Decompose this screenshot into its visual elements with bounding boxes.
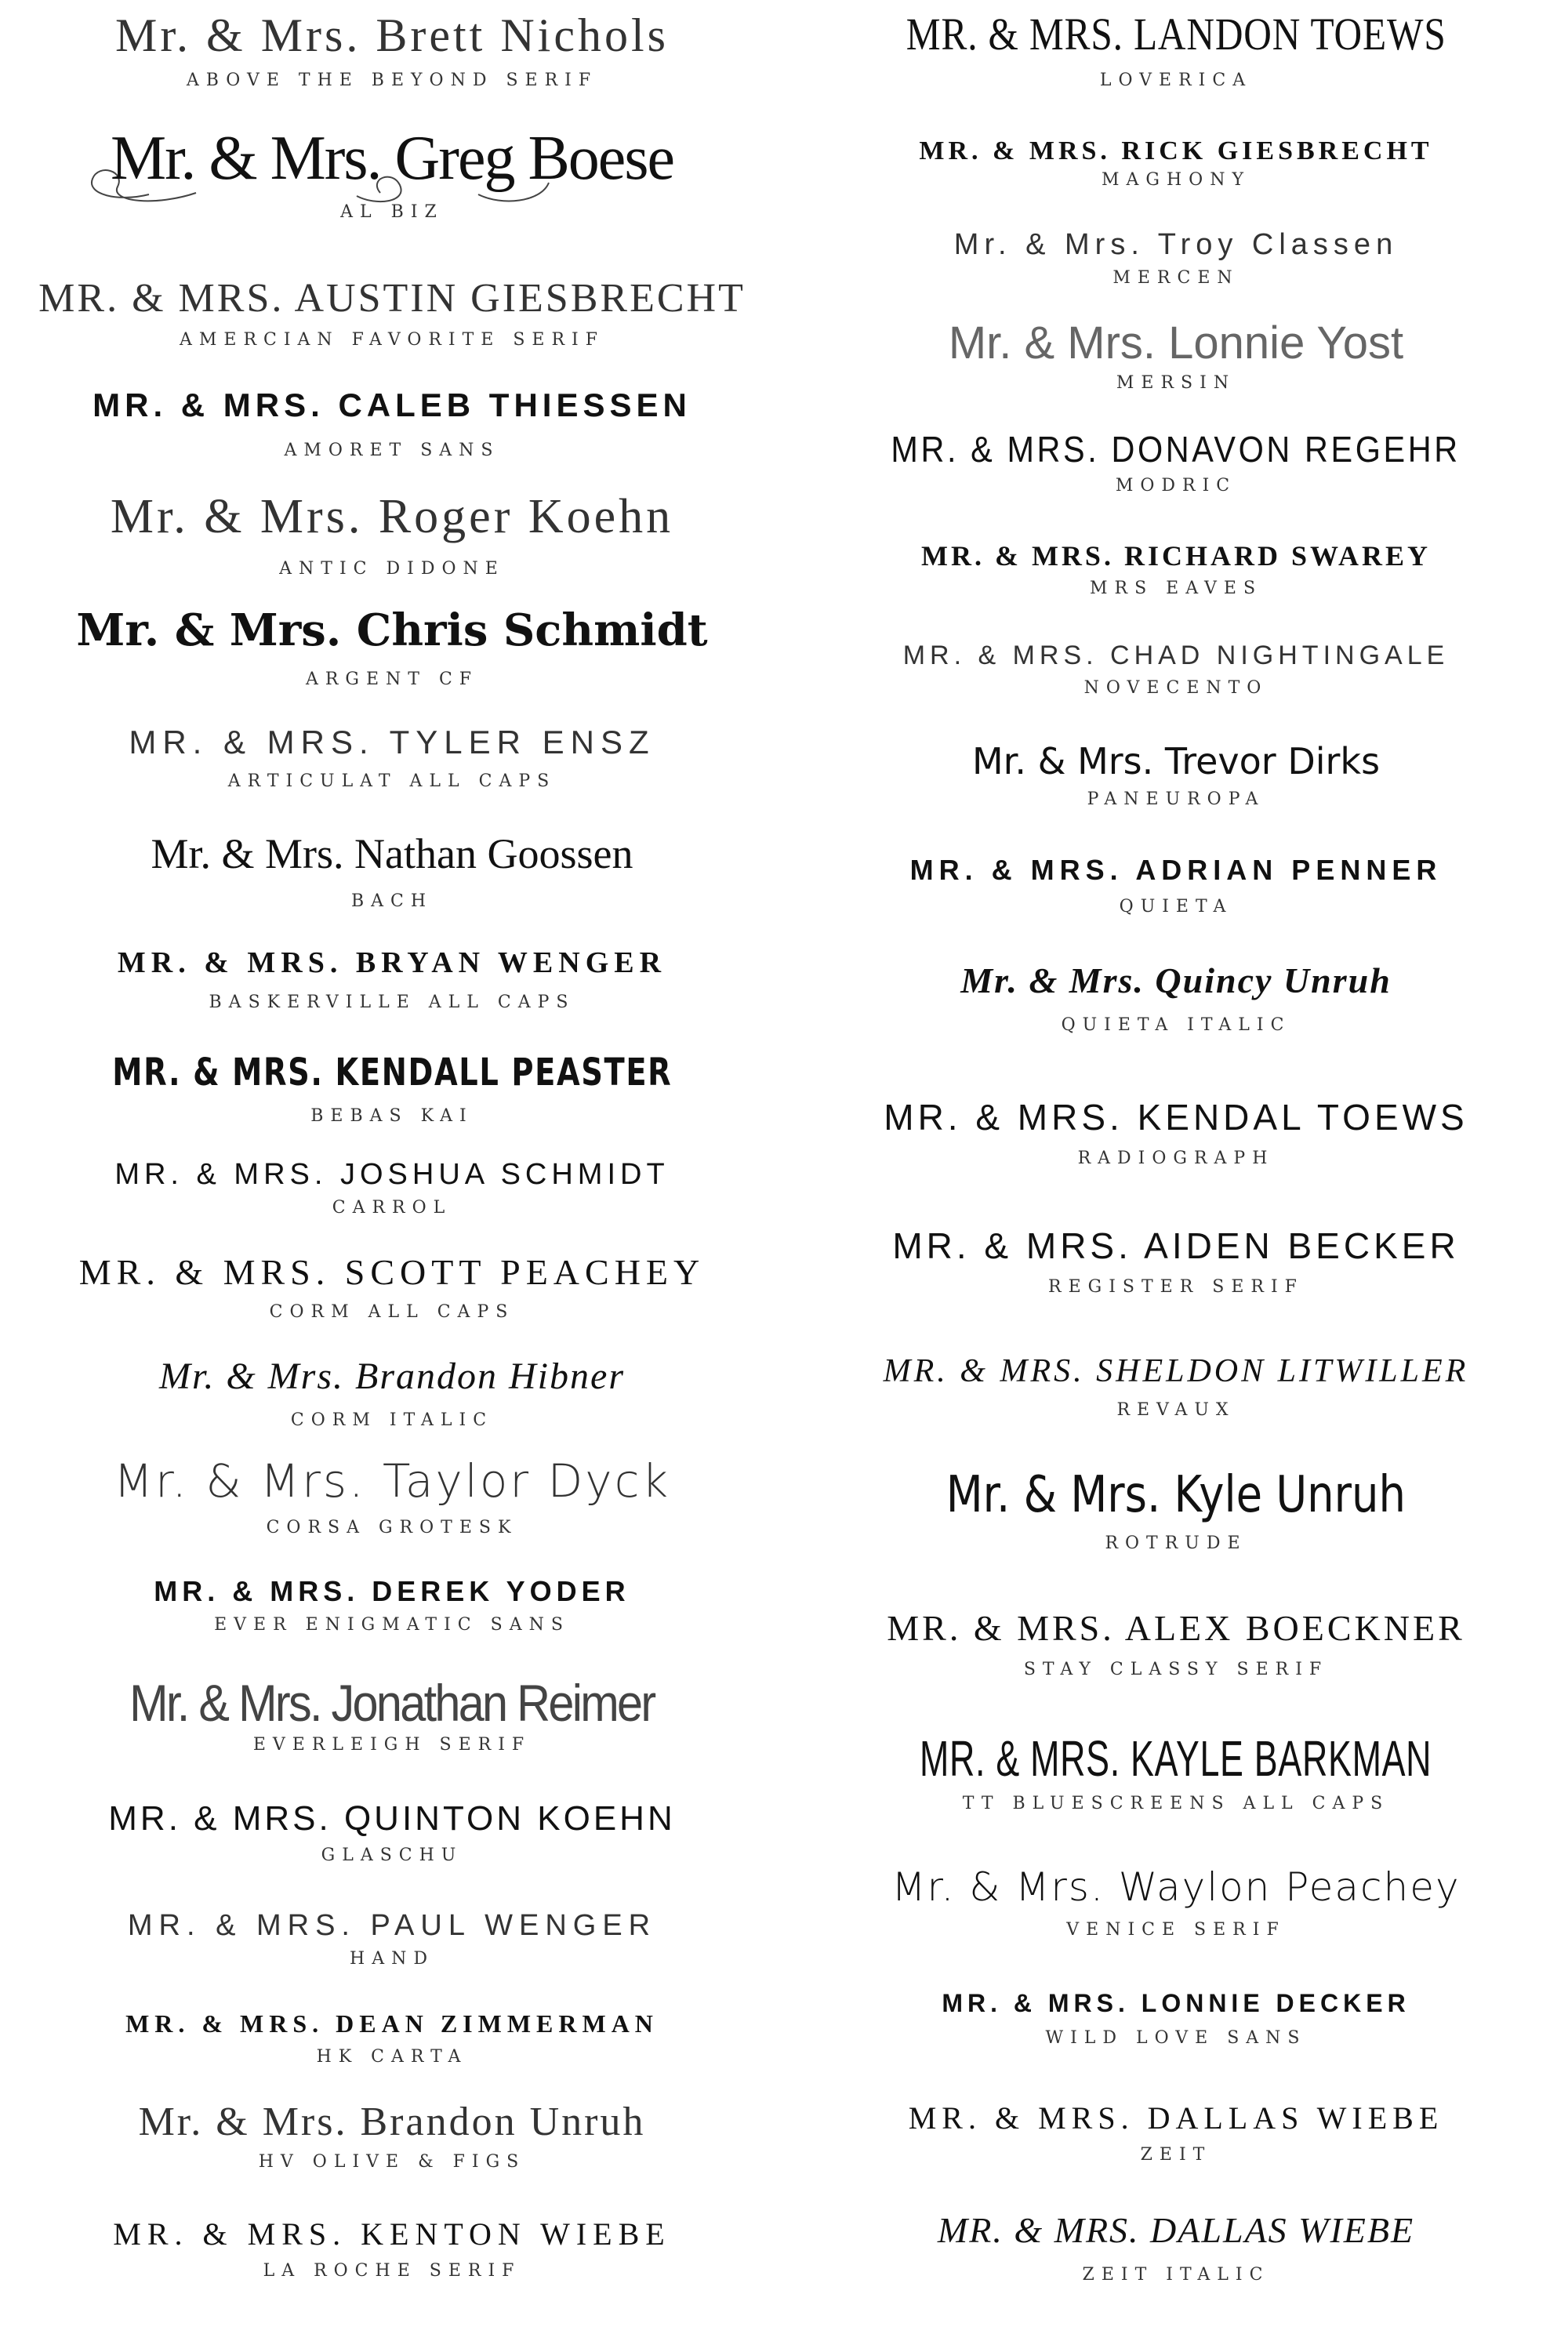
font-label: NOVECENTO — [1083, 678, 1269, 699]
font-sample — [784, 541, 1568, 598]
sample-name: MR. & MRS. DALLAS WIEBE — [937, 2210, 1415, 2250]
font-label: AMORET SANS — [284, 441, 500, 461]
font-sample — [784, 2101, 1568, 2165]
font-label: AL BIZ — [340, 202, 444, 222]
sample-name: MR. & MRS. AUSTIN GIESBRECHT — [38, 276, 746, 321]
font-sample — [0, 2100, 784, 2172]
sample-name: MR. & MRS. KENTON WIEBE — [113, 2216, 671, 2252]
font-sample — [784, 1353, 1568, 1420]
sample-name: MR. & MRS. DALLAS WIEBE — [908, 2100, 1444, 2136]
font-sample — [0, 1356, 784, 1430]
font-label: BACH — [350, 891, 434, 912]
font-label: MERSIN — [1116, 372, 1236, 393]
font-sample — [0, 1800, 784, 1865]
font-sample — [0, 947, 784, 1012]
font-label: MRS EAVES — [1089, 578, 1263, 598]
font-label: REVAUX — [1116, 1400, 1236, 1421]
sample-name: MR. & MRS. BRYAN WENGER — [117, 946, 667, 979]
font-label: ARGENT CF — [305, 669, 479, 689]
font-label: ARTICULAT ALL CAPS — [227, 771, 557, 792]
font-sample — [784, 855, 1568, 916]
font-label: QUIETA — [1119, 896, 1233, 916]
sample-name: Mr. & Mrs. Lonnie Yost — [948, 318, 1404, 368]
right-column — [784, 0, 1568, 2352]
font-sample — [784, 961, 1568, 1035]
font-sample — [0, 1052, 784, 1126]
font-label: LOVERICA — [1099, 70, 1253, 90]
font-sample — [784, 318, 1568, 393]
font-sample — [0, 2217, 784, 2281]
font-sample — [784, 1226, 1568, 1297]
sample-name: MR. & MRS. TYLER ENSZ — [129, 724, 655, 760]
font-label: CORM ALL CAPS — [269, 1301, 515, 1322]
sample-name: MR. & MRS. ADRIAN PENNER — [909, 854, 1443, 886]
font-sample — [784, 641, 1568, 698]
font-sample — [0, 604, 784, 689]
font-label: WILD LOVE SANS — [1045, 2028, 1307, 2049]
font-label: EVERLEIGH SERIF — [252, 1734, 532, 1755]
sample-name: Mr. & Mrs. Jonathan Reimer — [129, 1674, 655, 1732]
font-sample — [0, 1253, 784, 1322]
font-label: REGISTER SERIF — [1048, 1276, 1304, 1297]
font-sample — [784, 9, 1568, 90]
font-label: QUIETA ITALIC — [1061, 1014, 1291, 1035]
font-label: LA ROCHE SERIF — [263, 2261, 521, 2281]
sample-name: MR. & MRS. PAUL WENGER — [127, 1909, 657, 1942]
font-label: MAGHONY — [1102, 170, 1250, 191]
font-sample — [0, 831, 784, 911]
sample-name: MR. & MRS. KENDAL TOEWS — [884, 1097, 1468, 1138]
font-label: ABOVE THE BEYOND SERIF — [186, 71, 598, 90]
sample-name: Mr. & Mrs. Brandon Hibner — [158, 1356, 625, 1397]
font-sample — [0, 2010, 784, 2067]
sample-name: Mr. & Mrs. Trevor Dirks — [971, 740, 1381, 782]
font-sample — [784, 742, 1568, 809]
sample-name: Mr. & Mrs. Brett Nichols — [115, 9, 669, 61]
sample-name: MR. & MRS. CHAD NIGHTINGALE — [902, 641, 1450, 670]
sample-name: MR. & MRS. SCOTT PEACHEY — [78, 1252, 706, 1292]
font-sample — [784, 430, 1568, 495]
sample-name: Mr. & Mrs. Troy Classen — [953, 228, 1399, 261]
font-sample — [0, 387, 784, 460]
font-sample — [784, 136, 1568, 190]
font-sample — [784, 229, 1568, 288]
sample-name: MR. & MRS. QUINTON KOEHN — [108, 1799, 676, 1838]
font-sample — [0, 1675, 784, 1755]
sample-name: MR. & MRS. DEREK YODER — [154, 1575, 630, 1607]
sample-name: MR. & MRS. JOSHUA SCHMIDT — [114, 1158, 670, 1191]
sample-name: MR. & MRS. SHELDON LITWILLER — [883, 1353, 1469, 1389]
font-label: BEBAS KAI — [310, 1105, 474, 1126]
sample-name: MR. & MRS. DONAVON REGEHR — [891, 429, 1461, 470]
sample-name: MR. & MRS. DEAN ZIMMERMAN — [125, 2009, 659, 2038]
font-label: CORM ITALIC — [290, 1410, 494, 1430]
font-sample — [0, 276, 784, 350]
sample-name: MR. & MRS. KAYLE BARKMAN — [920, 1730, 1432, 1787]
font-label: AMERCIAN FAVORITE SERIF — [179, 330, 604, 350]
font-sample — [0, 724, 784, 791]
sample-name: Mr. & Mrs. Greg Boese — [111, 124, 673, 193]
sample-name: MR. & MRS. LANDON TOEWS — [906, 9, 1446, 60]
font-sample — [0, 1910, 784, 1969]
font-sample — [784, 1468, 1568, 1553]
font-label: GLASCHU — [321, 1846, 463, 1866]
sample-name: Mr. & Mrs. Roger Koehn — [110, 490, 674, 543]
font-label: ROTRUDE — [1105, 1534, 1247, 1554]
font-label: ZEIT ITALIC — [1082, 2264, 1270, 2285]
sample-name: MR. & MRS. KENDALL PEASTER — [111, 1051, 673, 1094]
font-sample — [0, 9, 784, 90]
sample-name: MR. & MRS. RICHARD SWAREY — [920, 540, 1431, 572]
font-sample — [0, 1159, 784, 1218]
font-label: CARROL — [332, 1197, 452, 1218]
font-label: HK CARTA — [316, 2047, 468, 2067]
font-sample — [784, 1609, 1568, 1679]
sample-name: Mr. & Mrs. Nathan Goossen — [151, 830, 633, 877]
font-label: ZEIT — [1140, 2145, 1212, 2165]
sample-name: Mr. & Mrs. Waylon Peachey — [891, 1864, 1461, 1910]
font-label: MODRIC — [1115, 475, 1237, 495]
font-label: HAND — [350, 1948, 434, 1969]
font-sample — [784, 1731, 1568, 1813]
font-sample — [0, 490, 784, 579]
font-sample — [0, 1576, 784, 1635]
font-sample — [784, 1098, 1568, 1168]
font-label: TT BLUESCREENS ALL CAPS — [962, 1794, 1390, 1814]
sample-name: MR. & MRS. CALEB THIESSEN — [93, 387, 691, 423]
font-label: VENICE SERIF — [1066, 1920, 1286, 1940]
sample-name: Mr. & Mrs. Quincy Unruh — [960, 960, 1392, 1000]
sample-name: Mr. & Mrs. Taylor Dyck — [113, 1454, 671, 1508]
font-label: EVER ENIGMATIC SANS — [214, 1614, 570, 1635]
sample-name: Mr. & Mrs. Chris Schmidt — [76, 604, 708, 656]
font-label: ANTIC DIDONE — [279, 559, 505, 579]
sample-name: MR. & MRS. ALEX BOECKNER — [887, 1608, 1465, 1648]
font-sample — [784, 2211, 1568, 2285]
sample-name: MR. & MRS. AIDEN BECKER — [892, 1225, 1460, 1266]
font-sample — [784, 1990, 1568, 2048]
font-sample — [0, 1454, 784, 1537]
sample-name: MR. & MRS. RICK GIESBRECHT — [919, 136, 1433, 165]
font-label: RADIOGRAPH — [1077, 1148, 1275, 1168]
sample-name: Mr. & Mrs. Brandon Unruh — [138, 2100, 646, 2144]
sample-name: MR. & MRS. LONNIE DECKER — [942, 1989, 1410, 2017]
font-sample — [0, 124, 784, 222]
font-label: PANEUROPA — [1087, 789, 1265, 809]
font-label: MERCEN — [1112, 267, 1240, 288]
font-label: STAY CLASSY SERIF — [1023, 1659, 1329, 1679]
font-sample — [784, 1866, 1568, 1940]
font-label: CORSA GROTESK — [266, 1517, 518, 1537]
font-label: BASKERVILLE ALL CAPS — [209, 992, 575, 1012]
font-label: HV OLIVE & FIGS — [258, 2152, 526, 2172]
sample-name: Mr. & Mrs. Kyle Unruh — [946, 1466, 1406, 1524]
